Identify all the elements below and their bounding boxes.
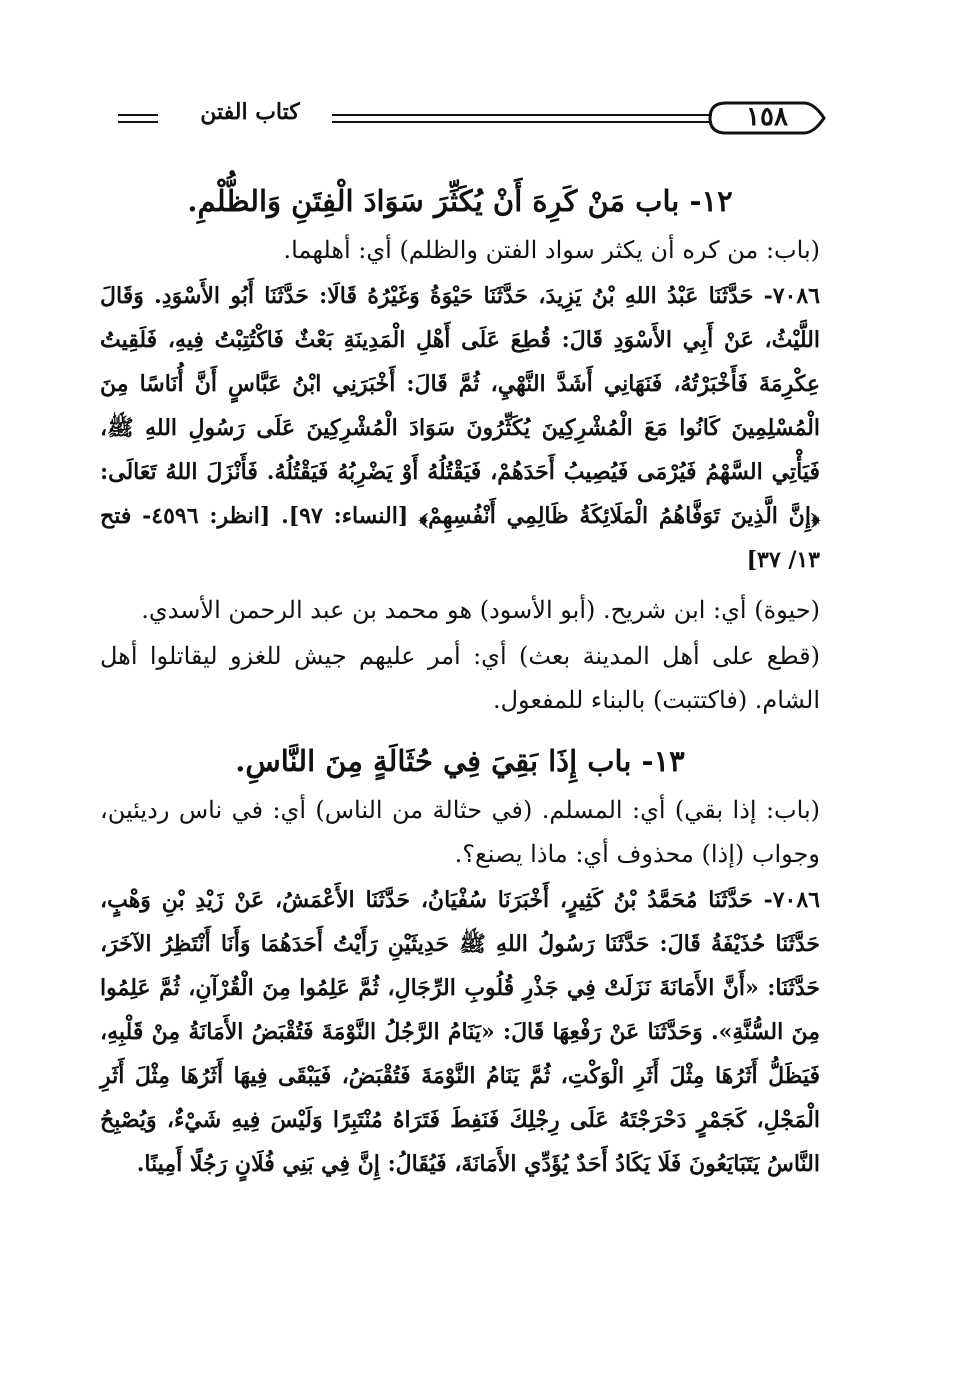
page-header: [100, 96, 840, 156]
book-title: كتاب الفتن: [200, 99, 300, 125]
chapter-intro: (باب: إذا بقي) أي: المسلم. (في حثالة من الناس) أي: في ناس رديئين، وجواب (إذا) محذوف أي: ماذا يصنع؟.: [100, 796, 820, 868]
commentary-note: (قطع على أهل المدينة بعث) أي: أمر عليهم جيش للغزو ليقاتلوا أهل الشام. (فاكتتبت) بالبناء للمفعول.: [100, 642, 820, 714]
header-rule: [118, 114, 158, 116]
page-number: ١٥٨: [746, 102, 788, 132]
header-rule: [332, 114, 712, 116]
header-rule: [118, 121, 158, 123]
page-content: [100, 178, 820, 1192]
commentary-note: (حيوة) أي: ابن شريح. (أبو الأسود) هو محمد بن عبد الرحمن الأسدي.: [141, 596, 820, 624]
chapter-intro: (باب: من كره أن يكثر سواد الفتن والظلم) أي: أهلهما.: [283, 236, 820, 264]
hadith-text: ٧٠٨٦- حَدَّثَنَا مُحَمَّدُ بْنُ كَثِيرٍ، أَخْبَرَنَا سُفْيَانُ، حَدَّثَنَا الأَعْمَشُ، عَنْ زَيْدِ بْنِ وَهْبٍ، حَدَّثَنَا حُذَيْفَةُ قَالَ: حَدَّثَنَا رَسُولُ اللهِ ﷺ حَدِيثَيْنِ رَأَيْتُ أَحَدَهُمَا وَأَنَا أَنْتَظِرُ الآخَرَ، حَدَّثَنَا: «أَنَّ الأَمَانَةَ نَزَلَتْ فِي جَذْرِ قُلُوبِ الرِّجَالِ، ثُمَّ عَلِمُوا مِنَ الْقُرْآنِ، ثُمَّ عَلِمُوا مِنَ السُّنَّةِ». وَحَدَّثَنَا عَنْ رَفْعِهَا قَالَ: «يَنَامُ الرَّجُلُ النَّوْمَةَ فَتُقْبَضُ الأَمَانَةُ مِنْ قَلْبِهِ، فَيَظَلُّ أَثَرُهَا مِثْلَ أَثَرِ الْوَكْتِ، ثُمَّ يَنَامُ النَّوْمَةَ فَتُقْبَضُ، فَيَبْقَى فِيهَا أَثَرُهَا مِثْلَ أَثَرِ الْمَجْلِ، كَجَمْرٍ دَحْرَجْتَهُ عَلَى رِجْلِكَ فَنَفِطَ فَتَرَاهُ مُنْتَبِرًا وَلَيْسَ فِيهِ شَيْءٌ، وَيُصْبِحُ النَّاسُ يَتَبَايَعُونَ فَلَا يَكَادُ أَحَدٌ يُؤَدِّي الأَمَانَةَ، فَيُقَالُ: إِنَّ فِي بَنِي فُلَانٍ رَجُلًا أَمِينًا.: [100, 887, 820, 1177]
hadith-text: ٧٠٨٦- حَدَّثَنَا عَبْدُ اللهِ بْنُ يَزِيدَ، حَدَّثَنَا حَيْوَةُ وَغَيْرُهُ قَالَا: حَدَّثَنَا أَبُو الأَسْوَدِ. وَقَالَ اللَّيْثُ، عَنْ أَبِي الأَسْوَدِ قَالَ: قُطِعَ عَلَى أَهْلِ الْمَدِينَةِ بَعْثٌ فَاكْتُتِبْتُ فِيهِ، فَلَقِيتُ عِكْرِمَةَ فَأَخْبَرْتُهُ، فَنَهَانِي أَشَدَّ النَّهْيِ، ثُمَّ قَالَ: أَخْبَرَنِي ابْنُ عَبَّاسٍ أَنَّ أُنَاسًا مِنَ الْمُسْلِمِينَ كَانُوا مَعَ الْمُشْرِكِينَ يُكَثِّرُونَ سَوَادَ الْمُشْرِكِينَ عَلَى رَسُولِ اللهِ ﷺ، فَيَأْتِي السَّهْمُ فَيُرْمَى فَيُصِيبُ أَحَدَهُمْ، فَيَقْتُلُهُ أَوْ يَضْرِبُهُ فَيَقْتُلُهُ. فَأَنْزَلَ اللهُ تَعَالَى: ﴿إِنَّ الَّذِينَ تَوَفَّاهُمُ الْمَلَائِكَةُ ظَالِمِي أَنْفُسِهِمْ﴾ [النساء: ٩٧]. [انظر: ٤٥٩٦- فتح ١٣/ ٣٧]: [100, 283, 820, 573]
header-rule: [332, 121, 712, 123]
chapter-heading-12: ١٢- باب مَنْ كَرِهَ أَنْ يُكَثِّرَ سَوَادَ الْفِتَنِ وَالظُّلْمِ.: [187, 184, 733, 218]
page-number-ornament: [706, 99, 828, 137]
chapter-heading-13: ١٣- باب إِذَا بَقِيَ فِي حُثَالَةٍ مِنَ النَّاسِ.: [235, 744, 685, 778]
